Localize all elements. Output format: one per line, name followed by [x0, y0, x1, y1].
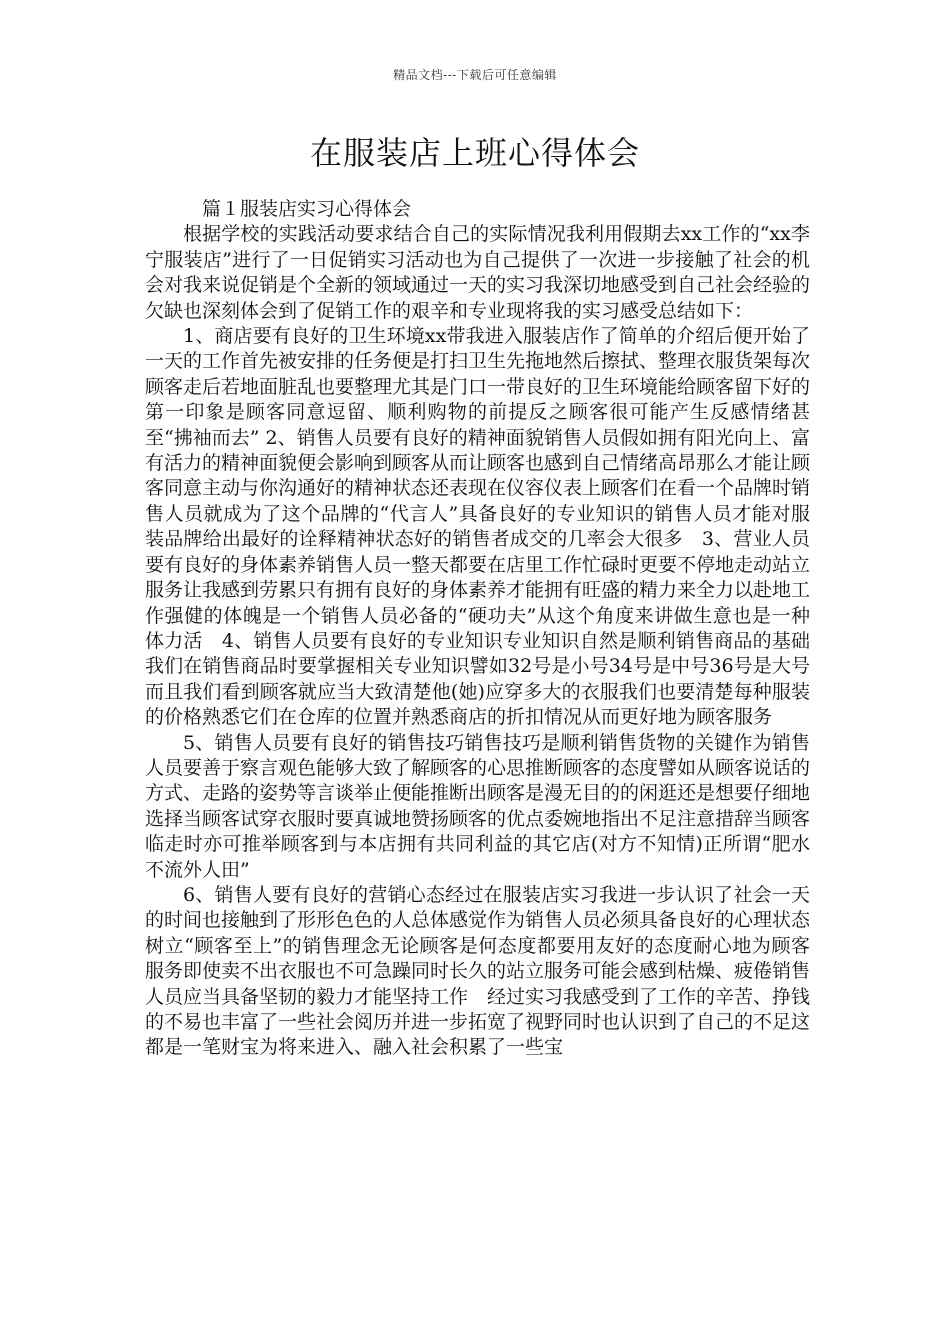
section-heading: 篇１服装店实习心得体会 [202, 198, 412, 220]
paragraph-intro: 根据学校的实践活动要求结合自己的实际情况我利用假期去xx工作的“xx李宁服装店”进行了一日促销实习活动也为自己提供了一次进一步接触了社会的机会对我来说促销是个全新的领域通过一天的实习我深切地感受到自己社会经验的欠缺也深刻体会到了促销工作的艰辛和专业现将我的实习感受总结如下： [145, 223, 811, 322]
header-note: 精品文档---下载后可任意编辑 [393, 68, 557, 82]
document-body [145, 197, 810, 1061]
paragraph-point-6: 6、销售人要有良好的营销心态经过在服装店实习我进一步认识了社会一天的时间也接触到了形形色色的人总体感觉作为销售人员必须具备良好的心理状态树立“顾客至上”的销售理念无论顾客是何态度都要用友好的态度耐心地为顾客服务即使卖不出衣服也不可急躁同时长久的站立服务可能会感到枯燥、疲倦销售人员应当具备坚韧的毅力才能坚持工作 经过实习我感受到了工作的辛苦、挣钱的不易也丰富了一些社会阅历并进一步拓宽了视野同时也认识到了自己的不足这都是一笔财宝为将来进入、融入社会积累了一些宝 [145, 883, 811, 1059]
paragraph-point-5: 5、销售人员要有良好的销售技巧销售技巧是顺利销售货物的关键作为销售人员要善于察言观色能够大致了解顾客的心思推断顾客的态度譬如从顾客说话的方式、走路的姿势等言谈举止便能推断出顾客是漫无目的的闲逛还是想要仔细地选择当顾客试穿衣服时要真诚地赞扬顾客的优点委婉地指出不足注意措辞当顾客临走时亦可推举顾客到与本店拥有共同利益的其它店(对方不知情)正所谓“肥水不流外人田” [145, 731, 811, 881]
document-title: 在服装店上班心得体会 [309, 134, 640, 172]
paragraph-points-1-4: 1、商店要有良好的卫生环境xx带我进入服装店作了简单的介绍后便开始了一天的工作首先被安排的任务便是打扫卫生先拖地然后擦拭、整理衣服货架每次顾客走后若地面脏乱也要整理尤其是门口一带良好的卫生环境能给顾客留下好的第一印象是顾客同意逗留、顺利购物的前提反之顾客很可能产生反感情绪甚至“拂袖而去” 2、销售人员要有良好的精神面貌销售人员假如拥有阳光向上、富有活力的精神面貌便会影响到顾客从而让顾客也感到自己情绪高昂那么才能让顾客同意主动与你沟通好的精神状态还表现在仪容仪表上顾客们在看一个品牌时销售人员就成为了这个品牌的“代言人”具备良好的专业知识的销售人员才能对服装品牌给出最好的诠释精神状态好的销售者成交的几率会大很多 3、营业人员要有良好的身体素养销售人员一整天都要在店里工作忙碌时更要不停地走动站立服务让我感到劳累只有拥有良好的身体素养才能拥有旺盛的精力来全力以赴地工作强健的体魄是一个销售人员必备的“硬功夫”从这个角度来讲做生意也是一种体力活 4、销售人员要有良好的专业知识专业知识自然是顺利销售商品的基础我们在销售商品时要掌握相关专业知识譬如32号是小号34号是中号36号是大号而且我们看到顾客就应当大致清楚他(她)应穿多大的衣服我们也要清楚每种服装的价格熟悉它们在仓库的位置并熟悉商店的折扣情况从而更好地为顾客服务 [145, 325, 811, 729]
